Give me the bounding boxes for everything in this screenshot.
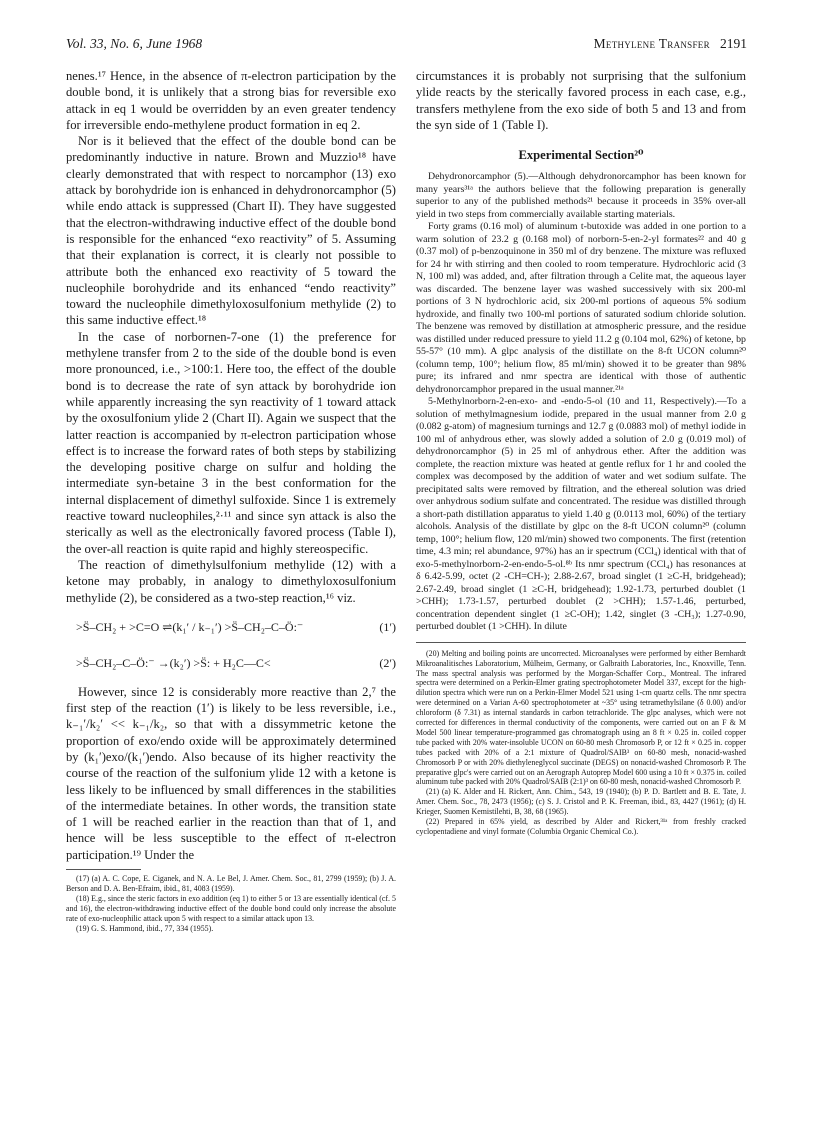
left-paragraph-5: However, since 12 is considerably more reactive than 2,⁷ the first step of the reaction (1′) is likely to be less reversible, i.e., k₋₁′/k₂′ << k₋₁/k₂, so that with a dissymmetric ketone the proportion of exo/endo oxide will be approximately determined by (k₁′)exo/(k₁′)endo. Also because of its higher reactivity the course of the reaction of the sulfonium ylide 12 with a ketone is less likely to be influenced by small differences in the stabilities of the intermediate betaines. In other words, the transition state of 1 will be reached earlier in the reaction than that of 1, and hence will be less susceptible to the effect of π-electron participation.¹⁹ Under the bbox=[66, 684, 396, 862]
footnote-20: (20) Melting and boiling points are uncorrected. Microanalyses were performed by either Bernhardt Mikroanalitisches Laboratorium, Mülheim, Germany, or Galbraith Laboratories, Inc., Knoxville, Tenn. The mass spectral analysis was performed by the Morgan-Schaffer Corp., Montreal. The infrared spectra were determined on a Perkin-Elmer grating spectrophotometer Model 337, except for the high-dilution spectra which were run on a Perkin-Elmer Model 521 using 1-cm quartz cells. The nmr spectra were determined on a Varian A-60 spectrophotometer at ~35° using tetramethylsilane (δ 0.00) and/or chloroform (δ 7.31) as internal standards in carbon tetrachloride. The glpc analyses, which were not corrected for differences in thermal conductivity of the components, were carried out on an F & M Model 500 linear temperature-programmed gas chromatograph using an 8 ft × 0.25 in. coiled copper tube packed with 20% water-insoluble UCON on 60-80 mesh Chromosorb P, or 12 ft × 0.25 in. copper tubes packed with 20% of a 2:1 mixture of Quadrol/SAIB³ on 60-80 mesh, nonacid-washed Chromosorb P or with 20% diethyleneglycol succinate (DEGS) on nonacid-washed Chromosorb P. The preparative glpc's were carried out on an Aerograph Autoprep Model 600 using a 10 ft × 0.375 in. coiled aluminum tube packed with 20% Quadrol/SAIB (2:1)³ on 60-80 mesh, nonacid-washed Chromosorb P. bbox=[416, 648, 746, 787]
footnote-divider-right bbox=[416, 642, 746, 643]
equation-2-label: (2′) bbox=[379, 655, 396, 670]
equation-2 bbox=[66, 648, 396, 678]
footnote-17: (17) (a) A. C. Cope, E. Ciganek, and N. A. Le Bel, J. Amer. Chem. Soc., 81, 2799 (1959); (b) J. A. Berson and D. A. Ben-Efraim, ibid., 81, 4083 (1959). bbox=[66, 874, 396, 893]
equation-1 bbox=[66, 612, 396, 642]
footnote-19: (19) G. S. Hammond, ibid., 77, 334 (1955). bbox=[76, 923, 214, 933]
footnote-divider-left bbox=[66, 869, 141, 870]
footnote-21: (21) (a) K. Alder and H. Rickert, Ann. Chim., 543, 19 (1940); (b) P. D. Bartlett and B. E. Tate, J. Amer. Chem. Soc., 78, 2473 (1956); (c) S. J. Cristol and P. K. Freeman, ibid., 83, 4427 (1961); (d) H. Krieger, Suomen Kemistilehti, B, 38, 68 (1965). bbox=[416, 787, 746, 817]
left-paragraph-2: Nor is it believed that the effect of the double bond can be predominantly inductive in nature. Brown and Muzzio¹⁸ have clearly demonstrated that with respect to norcamphor (13) exo attack by borohydride ion is enhanced in dehydronorcamphor (5) while endo attack is suppressed (Chart II). They have suggested that the electron-withdrawing inductive effect of the double bond is responsible for the enhanced “exo reactivity” of 5. Assuming that their explanation is correct, it is clearly not possible to attribute both the enhanced exo reactivity of 5 toward the nucleophile borohydride and its enhanced “endo reactivity” toward the nucleophile dimethyloxosulfonium methylide (2) to this same inductive effect.¹⁸ bbox=[66, 134, 396, 328]
left-column bbox=[66, 68, 396, 934]
running-header-left: Vol. 33, No. 6, June 1968 bbox=[66, 36, 203, 51]
running-title: Methylene Transfer bbox=[593, 36, 710, 51]
left-paragraph-1: nenes.¹⁷ Hence, in the absence of π-electron participation by the double bond, it is unlikely that a strong bias for reversible exo attack in eq 1 would be overridden by an even greater tendency for irreversible endo-methylene product formation in eq 2. bbox=[66, 69, 396, 132]
equation-1-body: >S̈–CH₂ + >C=O ⇌(k₁′ / k₋₁′) >S̈–CH₂–C–Ö:⁻ bbox=[76, 619, 304, 634]
experimental-paragraph-2: Forty grams (0.16 mol) of aluminum t-butoxide was added in one portion to a warm solution of 23.2 g (0.168 mol) of norborn-5-en-2-yl formates²² and 40 g (0.37 mol) of p-benzoquinone in 350 ml of dry benzene. The mixture was refluxed for 24 hr with stirring and then cooled to room temperature. Hydrochloric acid (3 N, 100 ml) was added, and, after filtration through a Celite mat, the aqueous layer was discarded. The benzene layer was washed successively with six 200-ml portions of 3 N hydrochloric acid, six 200-ml portions of aqueous 5% sodium hydroxide, and finally two 100-ml portions of saturated sodium chloride solution. The benzene was removed by distillation at atmospheric pressure, and the residue was distilled under reduced pressure to yield 11.2 g (0.104 mol, 62%) of ketone, bp 55-57° (10 mm). A glpc analysis of the distillate on the 8-ft UCON column²⁰ (column temp, 100°; helium flow, 85 ml/min) showed it to be greater than 98% pure; its infrared and nmr spectra are identical with those of authentic dehydronorcamphor prepared in the usual manner.²¹ᵃ bbox=[416, 221, 746, 395]
right-paragraph-1: circumstances it is probably not surprising that the sulfonium ylide reacts by the sterically favored process in each case, e.g., transfers methylene from the exo side of both 5 and 13 and from the syn side of 1 (Table I). bbox=[416, 69, 746, 132]
footnote-18: (18) E.g., since the steric factors in exo addition (eq 1) to either 5 or 13 are essentially identical (cf. 5 and 16), the electron-withdrawing inductive effect of the double bond could only increase the absolute rate of exo-nucleophilic attack upon 5 with respect to a similar attack upon 13. bbox=[66, 893, 396, 923]
experimental-paragraph-3: 5-Methylnorborn-2-en-exo- and -endo-5-ol (10 and 11, Respectively).—To a solution of methylmagnesium iodide, prepared in the usual manner from 2.0 g (0.082 g-atom) of magnesium turnings and 12.7 g (0.0883 mol) of methyl iodide in 100 ml of anhydrous ether, was slowly added a solution of 2.0 g (0.019 mol) of dehydronorcamphor (5) in 25 ml of anhydrous ether. After the addition was complete, the reaction mixture was heated at gentle reflux for 1 hr and cooled the complex was decomposed by the addition of water and wet sodium sulfate. The precipitated salts were removed by filtration, and the ethereal solution was dried over anhydrous sodium sulfate and concentrated. The residue was distilled through a short-path distillation apparatus to yield 1.40 g (0.0113 mol, 60%) of the tertiary alcohols. Analysis of the distillate by glpc on the 8-ft UCON column²⁰ (column temp, 100°; helium flow, 120 ml/min) showed two components. The first (retention time, 4.3 min; rel abundance, 97%) has an ir spectrum (CCl₄) identical with that of exo-5-methylnorborn-2-en-endo-5-ol.⁸ᵇ Its nmr spectrum (CCl₄) has resonances at δ 6.42-5.99, octet (2 -CH=CH-); 2.88-2.67, broad singlet (1 ≥C-H, bridgehead); 2.67-2.49, broad singlet (1 ≥C-H, bridgehead); 1.92-1.73, perturbed doublet (1 >CHH); 1.73-1.57, perturbed doublet (2 >CHH); 1.57-1.46, perturbed, concentration dependent singlet (1 ≥C-OH); 1.42, singlet (3 -CH₃); 1.27-0.90, perturbed doublet (1 >CHH). In dilute bbox=[416, 396, 746, 633]
page-number: 2191 bbox=[720, 36, 747, 51]
equation-1-label: (1′) bbox=[379, 619, 396, 634]
left-paragraph-4: The reaction of dimethylsulfonium methylide (12) with a ketone may probably, in analogy to dimethyloxosulfonium methylide (2), be considered as a two-step reaction,¹⁶ viz. bbox=[66, 557, 396, 605]
footnote-22: (22) Prepared in 65% yield, as described by Alder and Rickert,³¹ᵃ from freshly cracked cyclopentadiene and vinyl formate (Columbia Organic Chemical Co.). bbox=[416, 817, 746, 836]
equation-2-body: >S̈–CH₂–C–Ö:⁻ →(k₂′) >S̈: + H₂C—C< bbox=[76, 655, 271, 670]
left-paragraph-3: In the case of norbornen-7-one (1) the preference for methylene transfer from 2 to the side of the double bond is even more pronounced, i.e., >100:1. Here too, the effect of the double bond is to decrease the rate of syn attack by borohydride ion while apparently increasing the syn reactivity of 1 toward attack by the oxosulfonium ylide 2 (Chart II). Again we suspect that the latter reaction is accompanied by π-electron participation whose effect is to increase the forward rates of both steps by stabilizing the developing positive charge on sulfur and holding the intermediate syn-betaine 3 in the best conformation for the internal displacement of dimethyl sulfoxide. Since 1 is extremely reactive toward nucleophiles,²·¹¹ and since syn attack is also the sterically as well as the electronically favored process (Table I), the over-all reaction is quite rapid and highly stereospecific. bbox=[66, 329, 396, 556]
right-column bbox=[416, 68, 746, 837]
experimental-paragraph-1: Dehydronorcamphor (5).—Although dehydronorcamphor has been known for many years³¹ᵃ the authors believe that the following preparation is generally superior to any of the published methods²¹ because it proceeds in 35% over-all yield in two steps from commercially available starting materials. bbox=[416, 171, 746, 220]
running-header-right bbox=[594, 36, 747, 52]
section-title: Experimental Section²⁰ bbox=[518, 148, 644, 163]
